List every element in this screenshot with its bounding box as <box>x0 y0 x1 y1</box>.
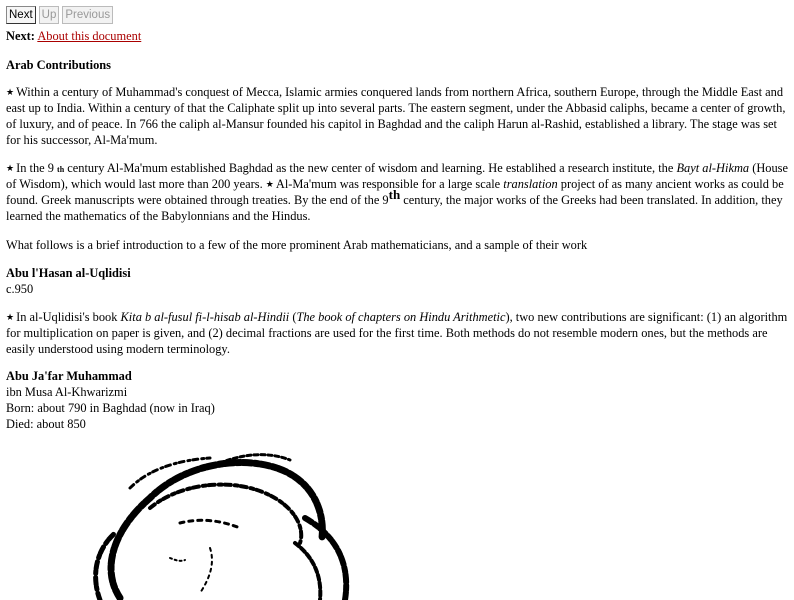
para2-text-f: century, the major works of the Greeks had been translated. In addition, they learned the mathematics of the Babylonnians and the Hindus. <box>6 193 783 223</box>
uqlidisi-book-translation: The book of chapters on Hindu Arithmetic <box>296 310 506 324</box>
para2-text-d: Al-Ma'mum was responsible for a large scale <box>275 177 501 191</box>
khwarizmi-died: Died: about 850 <box>6 417 86 431</box>
intro-paragraph <box>6 84 790 148</box>
khwarizmi-born: Born: about 790 in Baghdad (now in Iraq) <box>6 401 215 415</box>
para2-text-e: project of as many ancient works as could be found. Greek manuscripts were obtained through treaties. By the end of the 9 <box>6 177 784 207</box>
next-button[interactable]: Next <box>6 6 36 24</box>
uqlidisi-book-title: Kita b al-fusul fi-l-hisab al-Hindii <box>120 310 290 324</box>
para2-text-a: In the 9 <box>16 161 54 175</box>
previous-button[interactable]: Previous <box>62 6 113 24</box>
uqlidisi-text-c: ), two new contributions are significant: (1) an algorithm for multiplication on paper is given, and (2) decimal fractions are used for the first time. Both methods do not resemble modern ones, but the methods are easily understood using modern terminology. <box>6 310 788 356</box>
up-button[interactable]: Up <box>39 6 60 24</box>
uqlidisi-paragraph <box>6 309 790 357</box>
wisdom-paragraph <box>6 160 790 224</box>
star-icon: ★ <box>6 87 15 97</box>
para2-sub: th <box>57 165 65 174</box>
khwarizmi-name-line2: ibn Musa Al-Khwarizmi <box>6 385 128 399</box>
para2-text-b: century Al-Ma'mum established Baghdad as the new center of wisdom and learning. He establihed a research institute, the <box>67 161 674 175</box>
intro-mathematicians-paragraph: What follows is a brief introduction to a few of the more prominent Arab mathematicians, and a sample of their work <box>6 238 588 252</box>
navigation-bar <box>6 6 113 24</box>
para2-sup: th <box>388 186 401 202</box>
para2-text-c: (House of Wisdom), which would last more than 200 years. <box>6 161 788 191</box>
next-link-line <box>6 28 141 44</box>
star-icon: ★ <box>265 179 274 189</box>
next-prefix: Next: <box>6 29 35 43</box>
uqlidisi-name: Abu l'Hasan al-Uqlidisi <box>6 266 131 280</box>
translation-term: translation <box>503 177 558 191</box>
about-document-link[interactable]: About this document <box>37 29 142 43</box>
khwarizmi-portrait-image <box>60 448 360 600</box>
star-icon: ★ <box>6 312 15 322</box>
bayt-al-hikma-term: Bayt al-Hikma <box>676 161 750 175</box>
uqlidisi-text-b: ( <box>292 310 297 324</box>
uqlidisi-date: c.950 <box>6 282 34 296</box>
page-title: Arab Contributions <box>6 58 111 72</box>
uqlidisi-text-a: In al-Uqlidisi's book <box>16 310 118 324</box>
khwarizmi-name: Abu Ja'far Muhammad <box>6 369 132 383</box>
star-icon: ★ <box>6 163 15 173</box>
intro-text: Within a century of Muhammad's conquest of Mecca, Islamic armies conquered lands from northern Africa, southern Europe, through the Middle East and east up to India. Within a century of that the Caliphate split up into several parts. The eastern segment, under the Abbasid caliphs, became a center of growth, of luxury, and of peace. In 766 the caliph al-Mansur founded his capitol in Baghdad and the caliph Harun al-Rashid, established a library. The stage was set for his successor, Al-Ma'mum. <box>6 85 786 147</box>
